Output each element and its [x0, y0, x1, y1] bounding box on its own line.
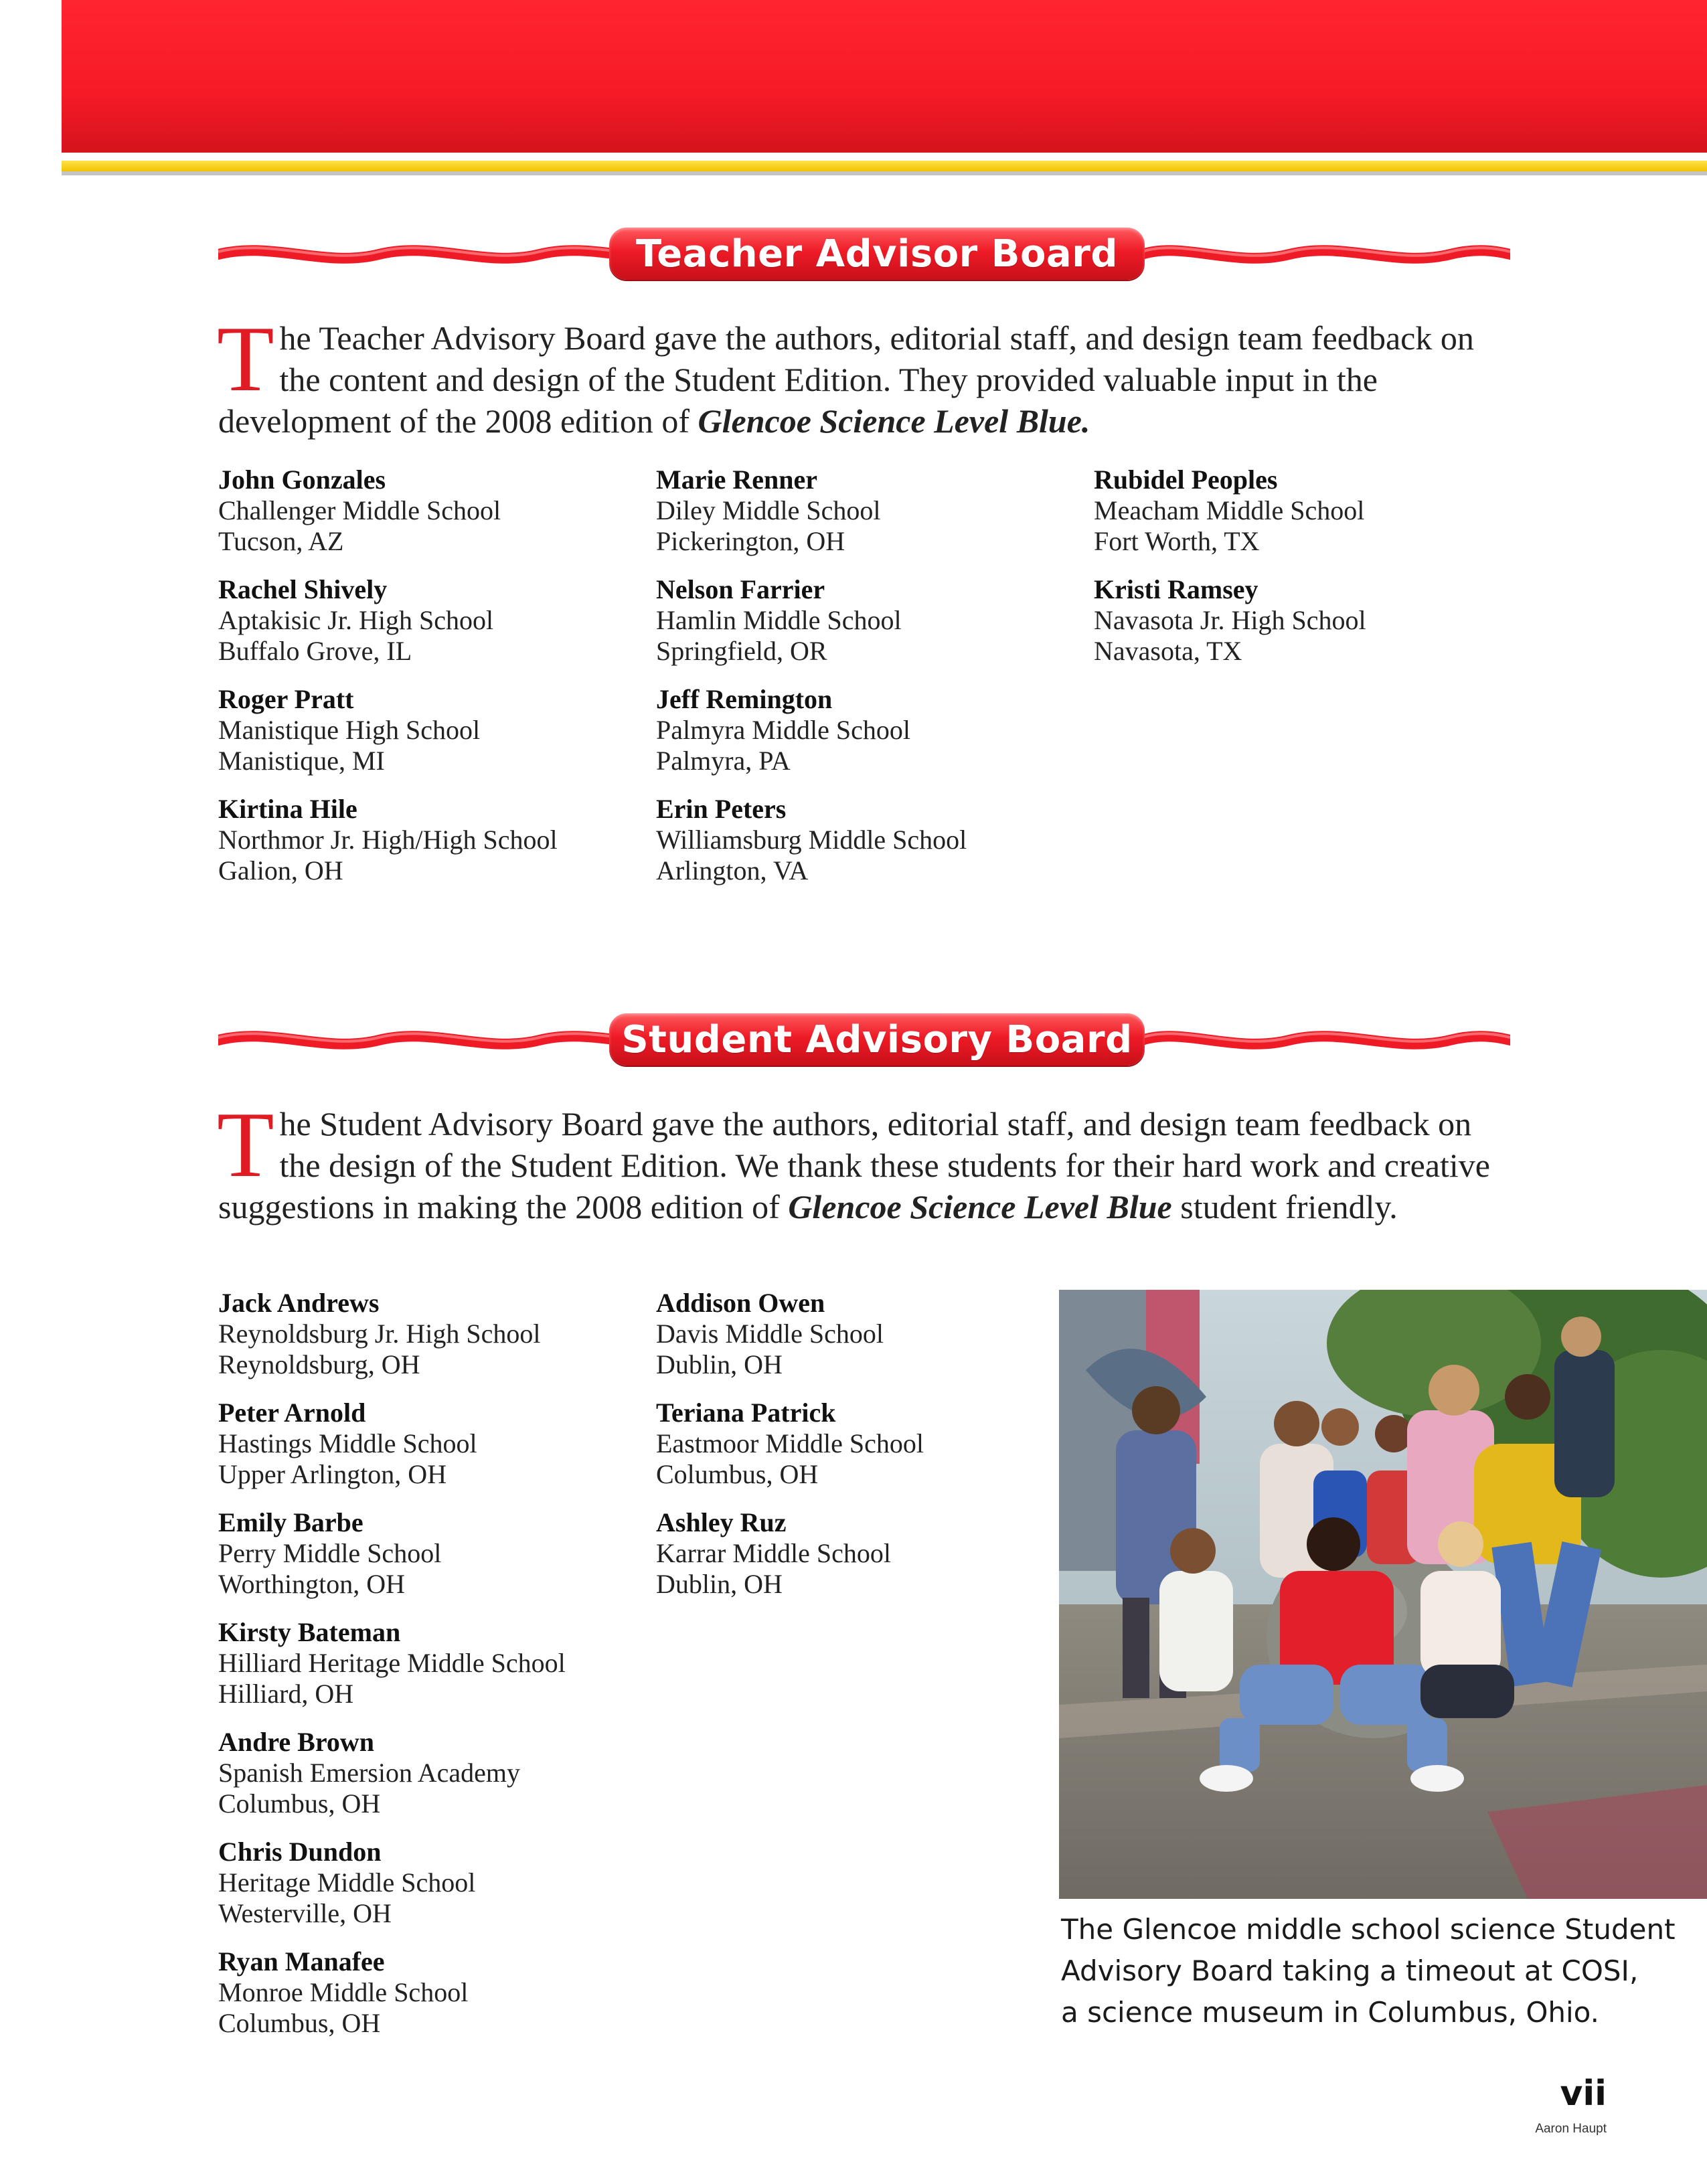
- member-city: Columbus, OH: [218, 1788, 381, 1819]
- member-school: Challenger Middle School: [218, 495, 501, 525]
- member-name: Kirtina Hile: [218, 794, 357, 824]
- member-city: Columbus, OH: [656, 1459, 819, 1489]
- member-school: Perry Middle School: [218, 1538, 442, 1568]
- group-photo: [1059, 1290, 1707, 1899]
- member-city: Springfield, OR: [656, 636, 827, 666]
- member-city: Westerville, OH: [218, 1898, 392, 1928]
- member-name: Chris Dundon: [218, 1837, 382, 1867]
- member-name: Nelson Farrier: [656, 574, 825, 604]
- teacher-board-intro: [217, 307, 1510, 442]
- student-board-title: Student Advisory Board: [621, 1017, 1133, 1062]
- member-city: Manistique, MI: [218, 746, 385, 776]
- member-name: Rachel Shively: [218, 574, 388, 604]
- member-city: Galion, OH: [218, 855, 343, 886]
- banner-stripe-white: [62, 153, 1707, 161]
- member-school: Davis Middle School: [656, 1319, 884, 1349]
- member-city: Upper Arlington, OH: [218, 1459, 447, 1489]
- student-board-header: [218, 1007, 1510, 1074]
- member-school: Navasota Jr. High School: [1094, 605, 1366, 635]
- student-column-1: [218, 1288, 647, 2056]
- caption-line: The Glencoe middle school science Student: [1061, 1913, 1676, 1946]
- member-name: Peter Arnold: [218, 1398, 366, 1428]
- list-item: [218, 465, 647, 557]
- photo-caption: [1061, 1909, 1676, 2033]
- top-banner: [62, 0, 1707, 146]
- list-item: [656, 465, 1084, 557]
- teacher-board-title-pill: [609, 228, 1145, 280]
- member-name: Andre Brown: [218, 1727, 375, 1757]
- member-city: Dublin, OH: [656, 1349, 783, 1379]
- list-item: [656, 1507, 1084, 1600]
- member-city: Arlington, VA: [656, 855, 809, 886]
- member-name: Rubidel Peoples: [1094, 465, 1278, 495]
- member-school: Monroe Middle School: [218, 1977, 469, 2007]
- member-school: Northmor Jr. High/High School: [218, 825, 558, 855]
- member-school: Spanish Emersion Academy: [218, 1758, 521, 1788]
- member-name: Emily Barbe: [218, 1507, 363, 1537]
- banner-stripe-red: [62, 146, 1707, 153]
- list-item: [218, 1398, 647, 1490]
- member-city: Hilliard, OH: [218, 1679, 354, 1709]
- student-board-intro: [217, 1093, 1510, 1228]
- list-item: [656, 1398, 1084, 1490]
- member-school: Hilliard Heritage Middle School: [218, 1648, 566, 1678]
- member-name: Kirsty Bateman: [218, 1617, 401, 1647]
- teacher-column-2: [656, 465, 1084, 904]
- photo-credit: Aaron Haupt: [1535, 2122, 1607, 2136]
- member-city: Reynoldsburg, OH: [218, 1349, 420, 1379]
- member-city: Dublin, OH: [656, 1569, 783, 1599]
- member-name: Teriana Patrick: [656, 1398, 836, 1428]
- member-city: Pickerington, OH: [656, 526, 845, 556]
- book-title: Glencoe Science Level Blue: [788, 1188, 1172, 1226]
- member-name: Addison Owen: [656, 1288, 825, 1318]
- member-school: Hastings Middle School: [218, 1428, 477, 1458]
- member-school: Karrar Middle School: [656, 1538, 892, 1568]
- member-name: Ryan Manafee: [218, 1946, 385, 1977]
- member-school: Manistique High School: [218, 715, 481, 745]
- member-school: Palmyra Middle School: [656, 715, 910, 745]
- member-school: Hamlin Middle School: [656, 605, 902, 635]
- member-name: Roger Pratt: [218, 684, 354, 714]
- member-name: John Gonzales: [218, 465, 386, 495]
- teacher-column-3: [1094, 465, 1522, 684]
- member-name: Jack Andrews: [218, 1288, 380, 1318]
- member-name: Ashley Ruz: [656, 1507, 787, 1537]
- member-city: Navasota, TX: [1094, 636, 1242, 666]
- list-item: [656, 794, 1084, 886]
- list-item: [1094, 574, 1522, 667]
- member-city: Buffalo Grove, IL: [218, 636, 412, 666]
- list-item: [218, 574, 647, 667]
- member-city: Worthington, OH: [218, 1569, 405, 1599]
- member-city: Columbus, OH: [218, 2008, 381, 2038]
- intro-text: he Teacher Advisory Board gave the authors, editorial staff, and design team feedback on the content and design of the Student Edition. They provided valuable input in the development of the 2008 edition of: [218, 319, 1474, 440]
- list-item: [656, 684, 1084, 776]
- list-item: [218, 1946, 647, 2039]
- member-name: Kristi Ramsey: [1094, 574, 1258, 604]
- list-item: [656, 1288, 1084, 1380]
- member-school: Reynoldsburg Jr. High School: [218, 1319, 541, 1349]
- caption-line: Advisory Board taking a timeout at COSI,: [1061, 1954, 1639, 1987]
- intro-text: he Student Advisory Board gave the authors, editorial staff, and design team feedback on the design of the Student Edition. We thank these students for their hard work and creative suggestions in making the 2008 edition of: [218, 1105, 1491, 1226]
- dropcap: T: [217, 307, 274, 411]
- list-item: [218, 1507, 647, 1600]
- member-school: Eastmoor Middle School: [656, 1428, 924, 1458]
- member-school: Aptakisic Jr. High School: [218, 605, 494, 635]
- intro-text-end: student friendly.: [1171, 1188, 1398, 1226]
- member-school: Williamsburg Middle School: [656, 825, 967, 855]
- member-school: Diley Middle School: [656, 495, 881, 525]
- teacher-board-header: [218, 221, 1510, 288]
- list-item: [218, 1288, 647, 1380]
- caption-line: a science museum in Columbus, Ohio.: [1061, 1996, 1599, 2029]
- list-item: [656, 574, 1084, 667]
- list-item: [218, 684, 647, 776]
- list-item: [218, 1837, 647, 1929]
- member-city: Palmyra, PA: [656, 746, 791, 776]
- list-item: [218, 1727, 647, 1819]
- member-name: Erin Peters: [656, 794, 787, 824]
- member-name: Marie Renner: [656, 465, 818, 495]
- teacher-board-title: Teacher Advisor Board: [636, 232, 1118, 276]
- member-city: Fort Worth, TX: [1094, 526, 1260, 556]
- list-item: [1094, 465, 1522, 557]
- list-item: [218, 794, 647, 886]
- teacher-column-1: [218, 465, 647, 904]
- dropcap: T: [217, 1093, 274, 1197]
- book-title: Glencoe Science Level Blue.: [698, 402, 1090, 440]
- member-city: Tucson, AZ: [218, 526, 344, 556]
- member-name: Jeff Remington: [656, 684, 833, 714]
- page-number: vii: [1560, 2074, 1607, 2114]
- student-board-title-pill: [609, 1013, 1145, 1066]
- member-school: Meacham Middle School: [1094, 495, 1365, 525]
- banner-stripe-yellow: [62, 161, 1707, 171]
- banner-stripe-gray: [62, 171, 1707, 175]
- group-photo-illustration: [1059, 1290, 1707, 1899]
- student-column-2: [656, 1288, 1084, 1617]
- list-item: [218, 1617, 647, 1709]
- member-school: Heritage Middle School: [218, 1867, 476, 1898]
